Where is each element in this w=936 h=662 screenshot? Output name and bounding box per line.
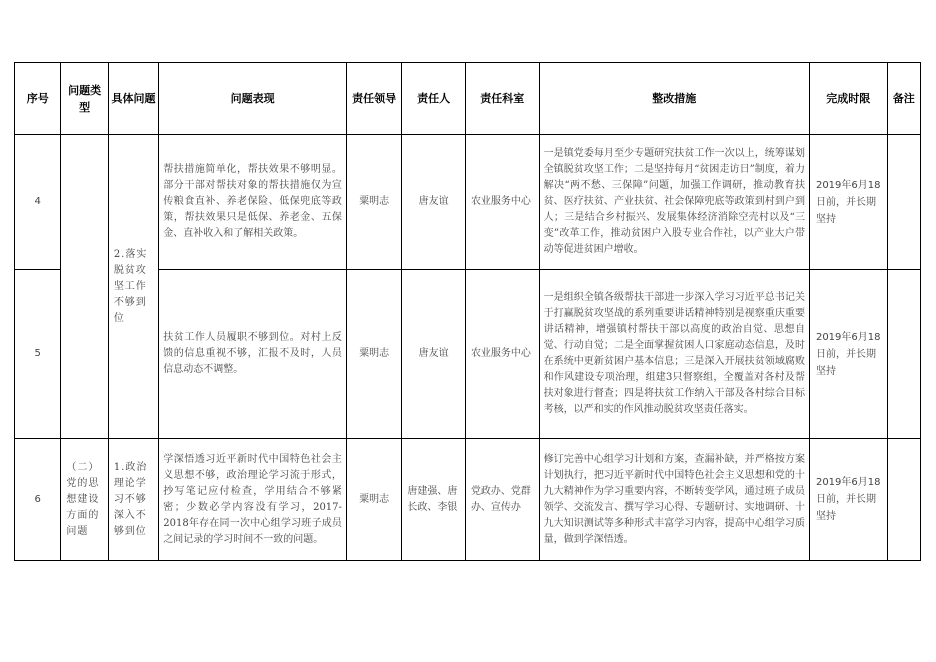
header-specific: 具体问题 xyxy=(108,63,158,135)
leader-cell: 粟明志 xyxy=(346,270,401,439)
office-cell: 党政办、党群办、宣传办 xyxy=(465,439,539,561)
person-cell: 唐友谊 xyxy=(402,135,466,270)
measures-cell: 修订完善中心组学习计划和方案，查漏补缺，并严格按方案计划执行，把习近平新时代中国特色社会主义思想和党的十九大精神作为学习重要内容，不断转变学风，通过班子成员领学、交流发言、撰写学习心得、专题研讨、实地调研、十九大知识测试等多种形式丰富学习内容，提高中心组学习质量，做到学深悟透。 xyxy=(539,439,809,561)
type-cell-empty xyxy=(61,135,108,439)
person-cell: 唐建强、唐长政、李银 xyxy=(402,439,466,561)
office-cell: 农业服务中心 xyxy=(465,270,539,439)
remark-cell xyxy=(887,135,920,270)
header-person: 责任人 xyxy=(402,63,466,135)
measures-cell: 一是镇党委每月至少专题研究扶贫工作一次以上，统筹谋划全镇脱贫攻坚工作；二是坚持每月“贫困走访日”制度，着力解决“两不愁、三保障”问题，加强工作调研，推动教育扶贫、医疗扶贫、产业扶贫、社会保障兜底等政策到村到户到人；三是结合乡村振兴、发展集体经济消除空壳村以及“三变”改革工作，推动贫困户入股专业合作社，以产业大户带动等促进贫困户增收。 xyxy=(539,135,809,270)
header-seq: 序号 xyxy=(15,63,61,135)
header-office: 责任科室 xyxy=(465,63,539,135)
header-measures: 整改措施 xyxy=(539,63,809,135)
performance-cell: 扶贫工作人员履职不够到位。对村上反馈的信息重视不够，汇报不及时，人员信息动态不调整。 xyxy=(159,270,347,439)
performance-cell: 帮扶措施简单化，帮扶效果不够明显。部分干部对帮扶对象的帮扶措施仅为宣传粮食直补、养老保险、低保兜底等政策，帮扶效果只是低保、养老金、五保金、直补收入和了解相关政策。 xyxy=(159,135,347,270)
row-seq: 5 xyxy=(15,270,61,439)
remark-cell xyxy=(887,439,920,561)
header-deadline: 完成时限 xyxy=(809,63,887,135)
leader-cell: 粟明志 xyxy=(346,439,401,561)
row-seq: 6 xyxy=(15,439,61,561)
table-row xyxy=(15,135,921,270)
specific-problem-cell: 1.政治理论学习不够深入不够到位 xyxy=(108,439,158,561)
deadline-cell: 2019年6月18日前，并长期坚持 xyxy=(809,439,887,561)
header-leader: 责任领导 xyxy=(346,63,401,135)
header-type: 问题类型 xyxy=(61,63,108,135)
measures-cell: 一是组织全镇各级帮扶干部进一步深入学习习近平总书记关于打赢脱贫攻坚战的系列重要讲话精神特别是视察重庆重要讲话精神，增强镇村帮扶干部以高度的政治自觉、思想自觉、行动自觉；二是全面掌握贫困人口家庭动态信息，及时在系统中更新贫困户基本信息；三是深入开展扶贫领域腐败和作风建设专项治理，组建3只督察组，全覆盖对各村及帮扶对象进行督查；四是将扶贫工作纳入干部及各村综合目标考核，以严和实的作风推动脱贫攻坚责任落实。 xyxy=(539,270,809,439)
rectification-table xyxy=(14,62,921,561)
row-seq: 4 xyxy=(15,135,61,270)
header-row xyxy=(15,63,921,135)
header-performance: 问题表现 xyxy=(159,63,347,135)
leader-cell: 粟明志 xyxy=(346,135,401,270)
performance-cell: 学深悟透习近平新时代中国特色社会主义思想不够，政治理论学习流于形式，抄写笔记应付检查，学用结合不够紧密；少数必学内容没有学习，2017-2018年存在同一次中心组学习班子成员之间记录的学习时间不一致的问题。 xyxy=(159,439,347,561)
header-remark: 备注 xyxy=(887,63,920,135)
deadline-cell: 2019年6月18日前，并长期坚持 xyxy=(809,135,887,270)
person-cell: 唐友谊 xyxy=(402,270,466,439)
table-row xyxy=(15,439,921,561)
problem-type-cell: （二）党的思想建设方面的问题 xyxy=(61,439,108,561)
remark-cell xyxy=(887,270,920,439)
deadline-cell: 2019年6月18日前，并长期坚持 xyxy=(809,270,887,439)
office-cell: 农业服务中心 xyxy=(465,135,539,270)
specific-problem-cell: 2.落实脱贫攻坚工作不够到位 xyxy=(108,135,158,439)
